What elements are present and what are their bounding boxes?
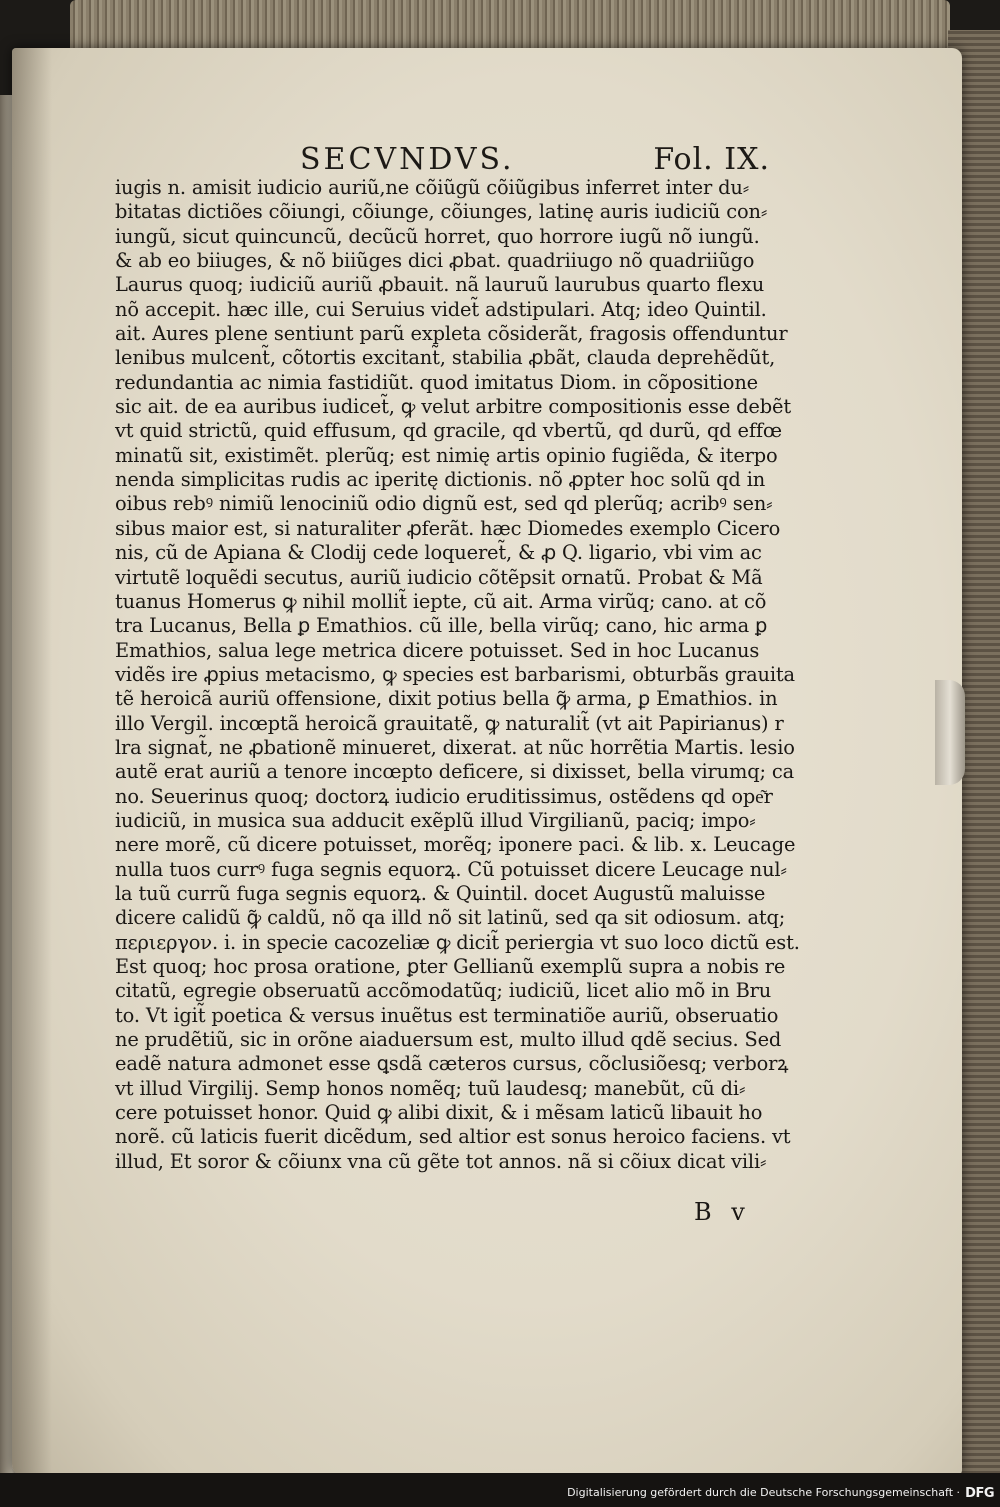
text-line: Laurus quoq; iudiciũ auriũ ꝓbauit. nã lauruũ laurubus quarto flexu xyxy=(115,273,765,297)
text-line: illud, Et soror & cõiunx vna cũ gẽte tot annos. nã si cõiux dicat vili⸗ xyxy=(115,1149,767,1173)
text-line: tra Lucanus, Bella ꝑ Emathios. cũ ille, bella virũq; cano, hic arma ꝑ xyxy=(115,614,768,638)
text-line: ne prudẽtiũ, sic in orõne aiaduersum est, multo illud qdẽ secius. Sed xyxy=(115,1028,782,1052)
text-line: oibus rebꝰ nimiũ lenociniũ odio dignũ est, sed qd plerũq; acribꝰ sen⸗ xyxy=(115,492,773,516)
text-line: vidẽs ire ꝓpius metacismo, ꝙ species est barbarismi, obturbãs grauita xyxy=(115,662,795,686)
text-line: Emathios, salua lege metrica dicere potuisset. Sed in hoc Lucanus xyxy=(115,638,760,662)
text-line: iudiciũ, in musica sua adducit exẽplũ illud Virgilianũ, paciq; impo⸗ xyxy=(115,808,756,832)
text-line: norẽ. cũ laticis fuerit dicẽdum, sed altior est sonus heroico faciens. vt xyxy=(115,1125,791,1149)
text-line: illo Vergil. incœptã heroicã grauitatẽ, ꝙ naturalit̃ (vt ait Papirianus) r xyxy=(115,711,784,735)
text-line: iungũ, sicut quincuncũ, decũcũ horret, quo horrore iugũ nõ iungũ. xyxy=(115,224,760,248)
text-line: nenda simplicitas rudis ac iperitę dictionis. nõ ꝓpter hoc solũ qd in xyxy=(115,468,766,492)
footer-bar xyxy=(0,1473,1000,1507)
text-line: iugis n. amisit iudicio auriũ,ne cõiũgũ cõiũgibus inferret inter du⸗ xyxy=(115,176,749,199)
text-line: citatũ, egregie obseruatũ accõmodatũq; iudiciũ, licet alio mõ in Bru xyxy=(115,979,772,1003)
folio-number: Fol. IX. xyxy=(653,142,770,177)
text-line: nulla tuos currꝰ fuga segnis equorꝝ. Cũ potuisset dicere Leucage nul⸗ xyxy=(115,857,787,881)
text-line: redundantia ac nimia fastidiũt. quod imitatus Diom. in cõpositione xyxy=(115,370,758,394)
text-line: dicere calidũ ꝙ̃ caldũ, nõ qa illd nõ sit latinũ, sed qa sit odiosum. atq; xyxy=(115,906,786,930)
text-line: nere morẽ, cũ dicere potuisset, morẽq; iponere paci. & lib. x. Leucage xyxy=(115,833,796,857)
text-line: sibus maior est, si naturaliter ꝓferãt. hæc Diomedes exemplo Cicero xyxy=(115,516,781,540)
text-line: vt illud Virgilij. Semp honos nomẽq; tuũ laudesq; manebũt, cũ di⸗ xyxy=(115,1076,746,1100)
text-line: nis, cũ de Apiana & Clodij cede loqueret̃, & ꝓ Q. ligario, vbi vim ac xyxy=(115,541,762,565)
text-line: autẽ erat auriũ a tenore incœpto deficere, si dixisset, bella virumq; ca xyxy=(115,760,795,784)
signature-mark: B v xyxy=(694,1198,751,1226)
text-line: nõ accepit. hæc ille, cui Seruius videt̃ adstipulari. Atq; ideo Quintil. xyxy=(115,297,767,321)
text-line: la tuũ currũ fuga segnis equorꝝ. & Quintil. docet Augustũ maluisse xyxy=(115,881,766,905)
body-text xyxy=(115,176,800,1174)
dfg-logo: DFG xyxy=(965,1486,994,1501)
text-line: Est quoq; hoc prosa oratione, ꝑter Gellianũ exemplũ supra a nobis re xyxy=(115,955,786,978)
text-line: bitatas dictiões cõiungi, cõiunge, cõiunges, latinę auris iudiciũ con⸗ xyxy=(115,200,768,224)
text-line: tuanus Homerus ꝙ nihil mollit̃ iepte, cũ ait. Arma virũq; cano. at cõ xyxy=(115,589,767,613)
funding-credit: Digitalisierung gefördert durch die Deutsche Forschungsgemeinschaft · xyxy=(567,1486,960,1499)
text-line: tẽ heroicã auriũ offensione, dixit potius bella ꝙ̃ arma, ꝑ Emathios. in xyxy=(115,687,778,711)
running-title: SECVNDVS. xyxy=(300,142,515,177)
text-line: lra signat̃, ne ꝓbationẽ minueret, dixerat. at nũc horrẽtia Martis. lesio xyxy=(115,735,795,759)
text-line: & ab eo biiuges, & nõ biiũges dici ꝓbat. quadriiugo nõ quadriiũgo xyxy=(115,249,755,273)
text-line: no. Seuerinus quoq; doctorꝝ iudicio eruditissimus, ostẽdens qd ope͂r xyxy=(115,784,773,808)
text-line: to. Vt igit̃ poetica & versus inuẽtus est terminatiõe auriũ, obseruatio xyxy=(115,1003,779,1027)
text-line: minatũ sit, existimẽt. plerũq; est nimię artis opinio fugiẽda, & iterpo xyxy=(115,443,778,467)
text-line: eadẽ natura admonet esse ꝗsdã cæteros cursus, cõclusiõesq; verborꝝ xyxy=(115,1052,789,1076)
gutter-shadow xyxy=(12,48,52,1476)
page-clip xyxy=(935,680,965,785)
text-line: περιεργον. i. in specie cacozeliæ ꝙ dicit̃ periergia vt suo loco dictũ est. xyxy=(115,930,800,954)
text-line: vt quid strictũ, quid effusum, qd gracile, qd vbertũ, qd durũ, qd effœ xyxy=(115,419,782,443)
text-line: ait. Aures plene sentiunt parũ expleta cõsiderãt, fragosis offenduntur xyxy=(115,322,788,346)
text-line: sic ait. de ea auribus iudicet̃, ꝙ velut arbitre compositionis esse debẽt xyxy=(115,395,791,419)
text-line: cere potuisset honor. Quid ꝙ alibi dixit, & i mẽsam laticũ libauit ho xyxy=(115,1101,763,1125)
text-line: lenibus mulcent̃, cõtortis excitant̃, stabilia ꝓbãt, clauda deprehẽdũt, xyxy=(115,346,776,370)
text-line: virtutẽ loquẽdi secutus, auriũ iudicio cõtẽpsit ornatũ. Probat & Mã xyxy=(115,565,763,589)
